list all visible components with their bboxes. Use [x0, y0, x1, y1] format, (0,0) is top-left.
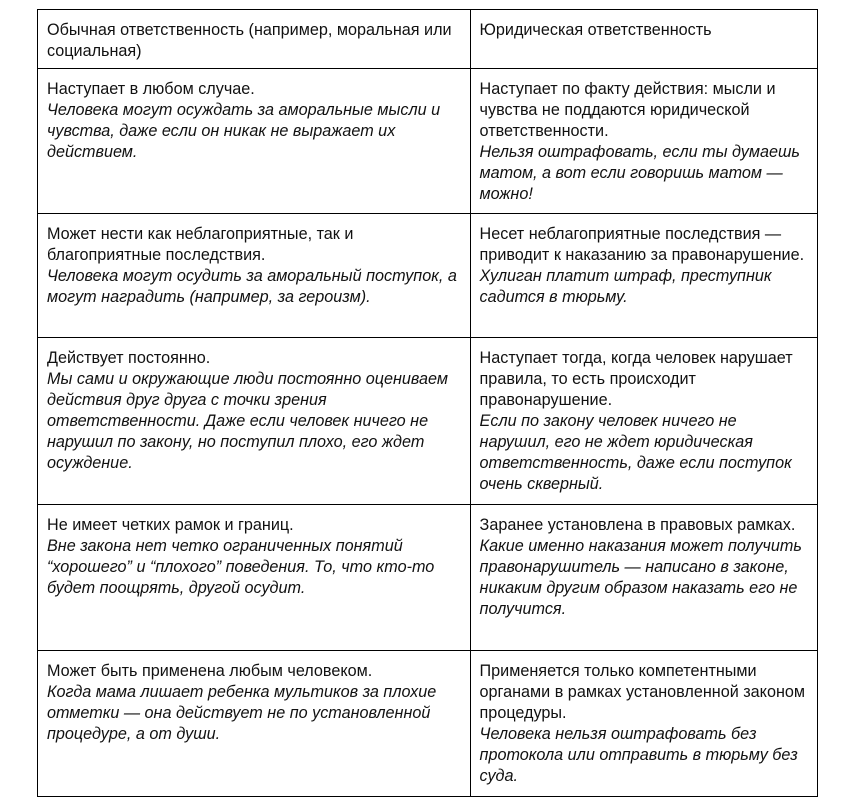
ordinary-example: Вне закона нет четко ограниченных понятий “хорошего” и “плохого” поведения. То, что кто-то будет поощрять, другой осудит.	[47, 537, 435, 597]
legal-example: Если по закону человек ничего не нарушил, его не ждет юридическая ответственность, даже если поступок очень скверный.	[479, 412, 792, 493]
ordinary-statement: Действует постоянно.	[47, 349, 211, 367]
ordinary-cell	[38, 338, 471, 505]
ordinary-cell	[38, 69, 471, 214]
ordinary-statement: Наступает в любом случае.	[47, 80, 255, 98]
header-ordinary-label: Обычная ответственность (например, моральная или социальная)	[47, 21, 452, 60]
ordinary-statement: Может нести как неблагоприятные, так и благоприятные последствия.	[47, 225, 354, 264]
header-ordinary-responsibility	[38, 10, 471, 69]
ordinary-statement: Может быть применена любым человеком.	[47, 662, 373, 680]
ordinary-example: Человека могут осудить за аморальный поступок, а могут наградить (например, за героизм).	[47, 267, 457, 306]
table-row	[38, 651, 818, 797]
ordinary-example: Мы сами и окружающие люди постоянно оцениваем действия друг друга с точки зрения ответственности. Даже если человек ничего не нарушил по закону, но поступил плохо, его ждет осуждение.	[47, 370, 448, 472]
legal-example: Человека нельзя оштрафовать без протокола или отправить в тюрьму без суда.	[479, 725, 798, 785]
ordinary-statement: Не имеет четких рамок и границ.	[47, 516, 294, 534]
table-row	[38, 69, 818, 214]
legal-statement: Применяется только компетентными органами в рамках установленной законом процедуры.	[479, 662, 806, 722]
ordinary-cell	[38, 214, 471, 338]
ordinary-example: Когда мама лишает ребенка мультиков за плохие отметки — она действует не по установленной процедуре, а от души.	[47, 683, 437, 743]
header-row	[38, 10, 818, 69]
legal-example: Хулиган платит штраф, преступник садится в тюрьму.	[479, 267, 772, 306]
legal-statement: Наступает тогда, когда человек нарушает правила, то есть происходит правонарушение.	[479, 349, 793, 409]
table-row	[38, 338, 818, 505]
legal-cell	[470, 651, 817, 797]
legal-cell	[470, 505, 817, 651]
table-row	[38, 214, 818, 338]
ordinary-example: Человека могут осуждать за аморальные мысли и чувства, даже если он никак не выражает их действием.	[47, 101, 441, 161]
table-row	[38, 505, 818, 651]
header-legal-label: Юридическая ответственность	[479, 21, 712, 39]
legal-example: Какие именно наказания может получить правонарушитель — написано в законе, никаким другим образом наказать его не получится.	[479, 537, 802, 618]
legal-statement: Наступает по факту действия: мысли и чувства не поддаются юридической ответственности.	[479, 80, 776, 140]
legal-statement: Несет неблагоприятные последствия — приводит к наказанию за правонарушение.	[479, 225, 805, 264]
legal-cell	[470, 338, 817, 505]
legal-statement: Заранее установлена в правовых рамках.	[479, 516, 796, 534]
ordinary-cell	[38, 505, 471, 651]
ordinary-cell	[38, 651, 471, 797]
legal-cell	[470, 214, 817, 338]
header-legal-responsibility	[470, 10, 817, 69]
comparison-table	[37, 9, 818, 797]
legal-cell	[470, 69, 817, 214]
legal-example: Нельзя оштрафовать, если ты думаешь матом, а вот если говоришь матом — можно!	[479, 143, 800, 203]
